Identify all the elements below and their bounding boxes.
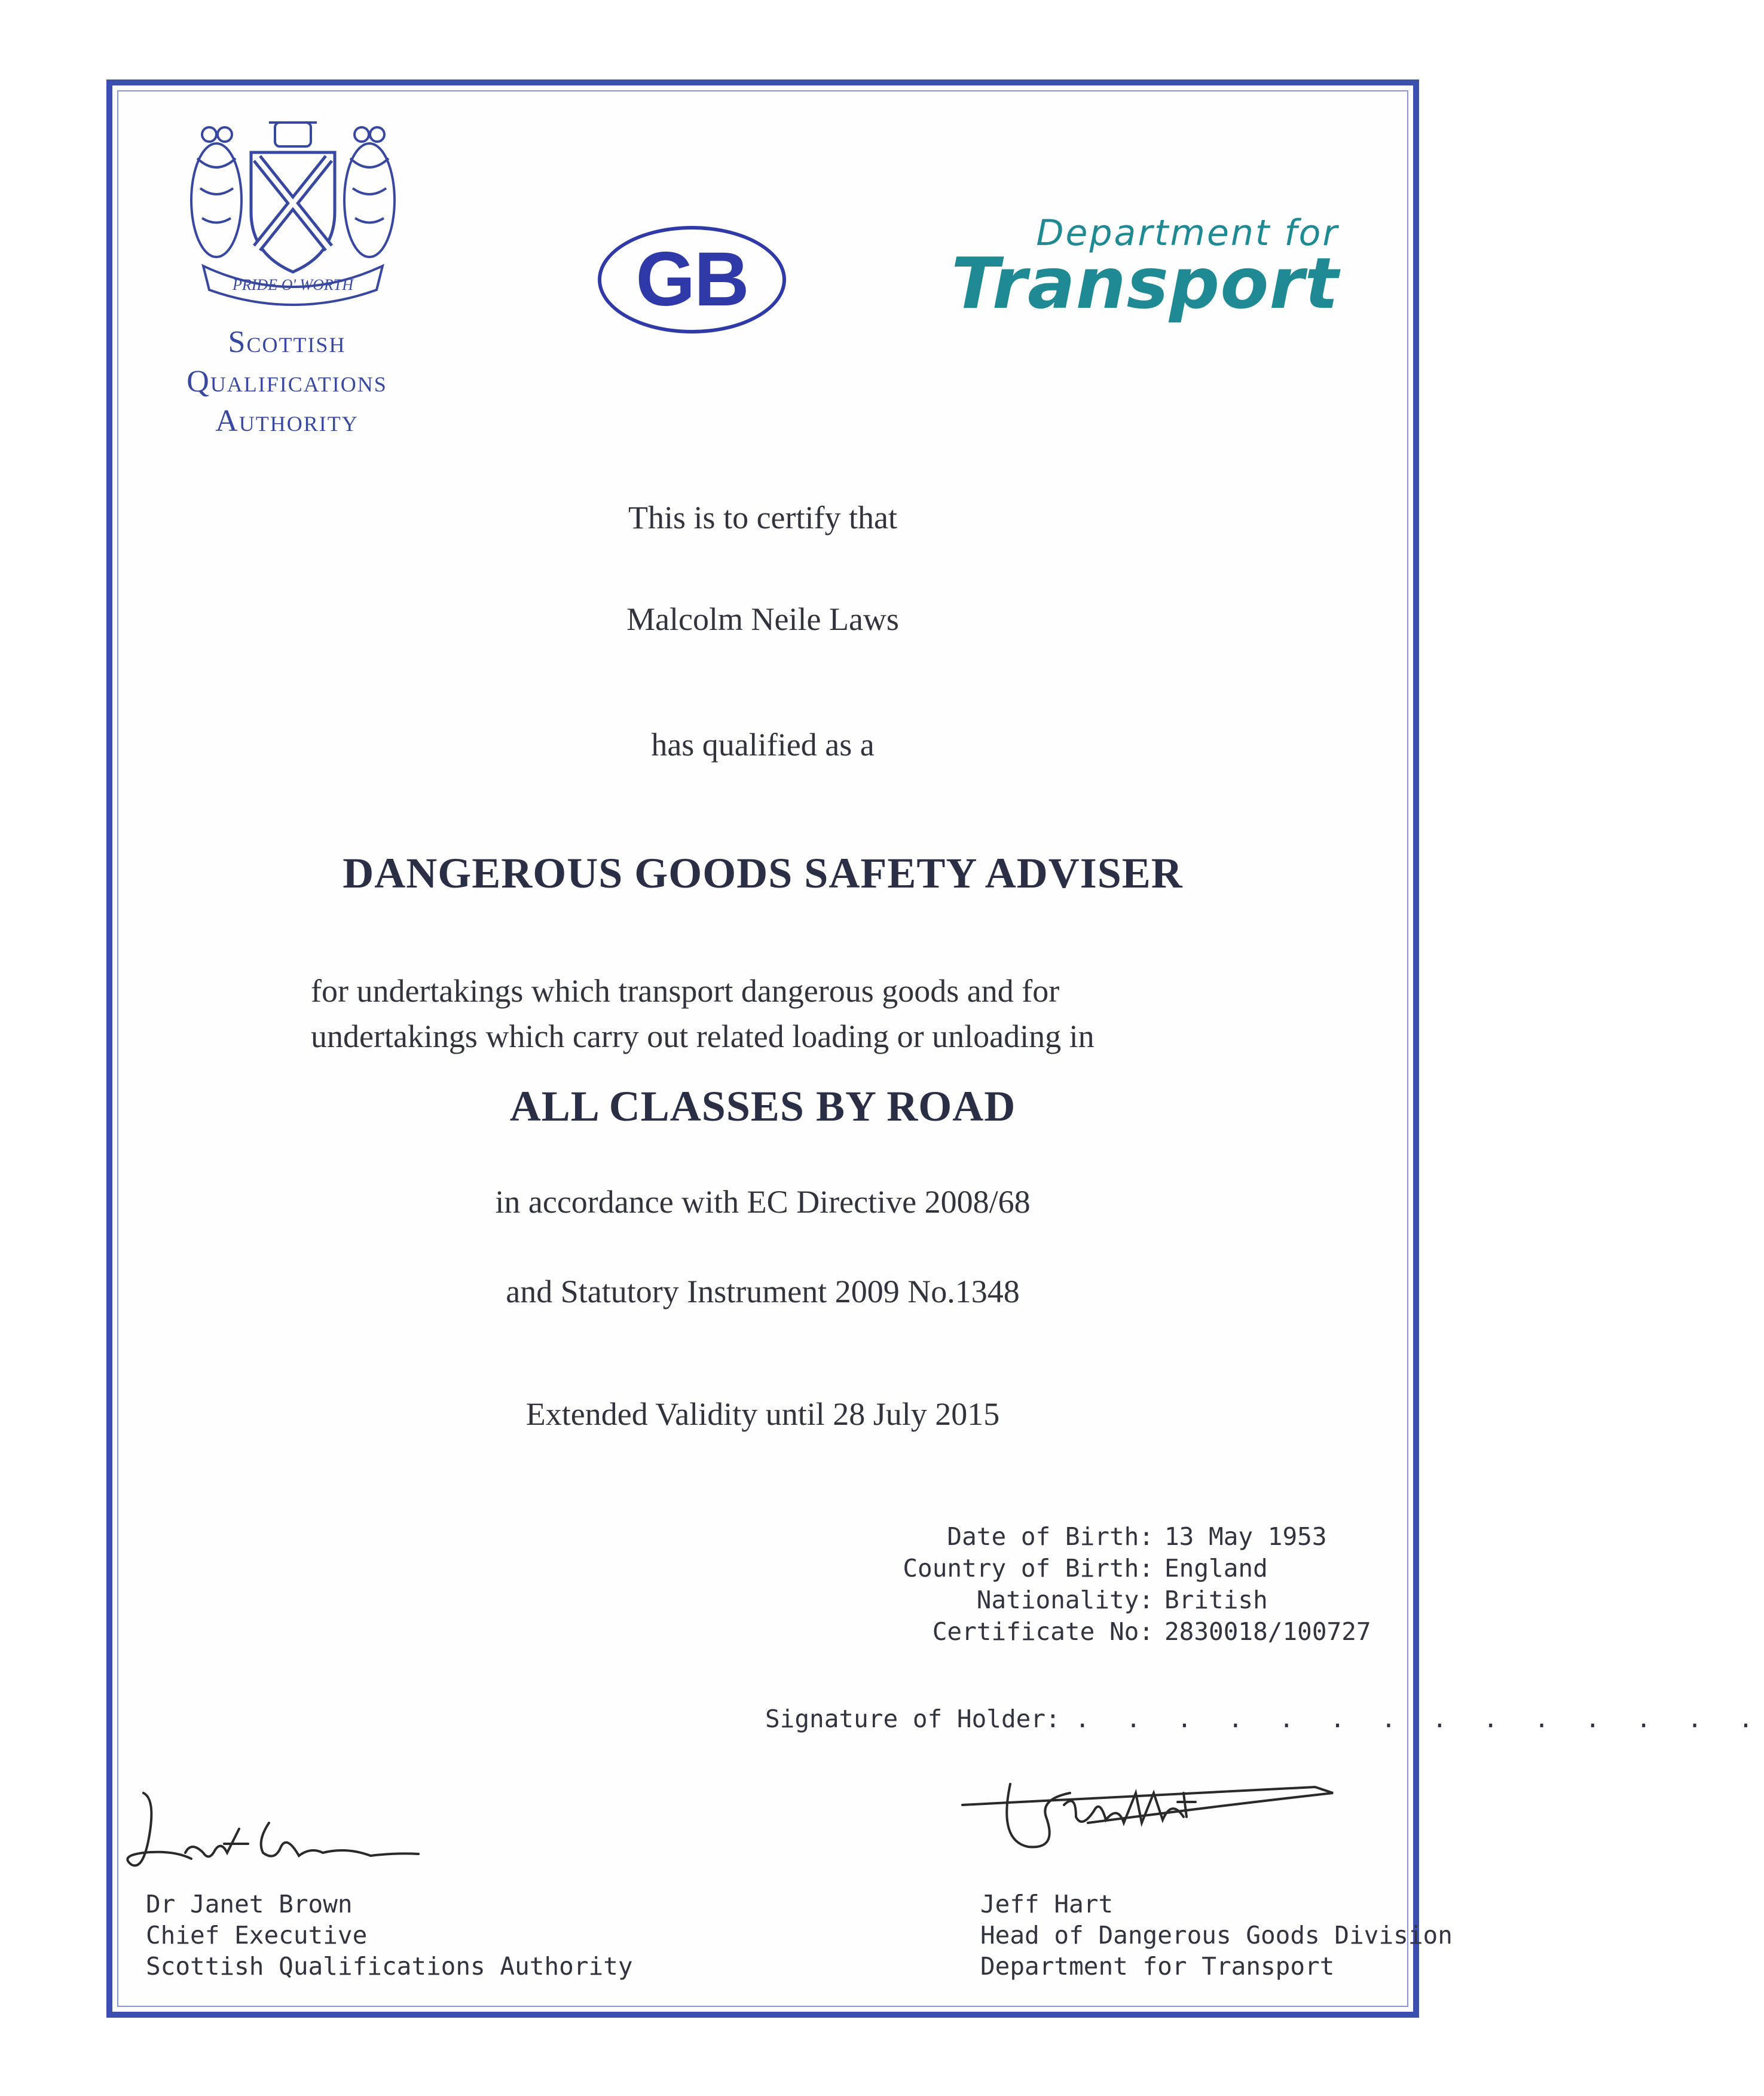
validity-text: Extended Validity until 28 July 2015 xyxy=(525,1396,1000,1432)
undertakings-line: for undertakings which transport dangerous goods and for xyxy=(311,973,1060,1009)
detail-value: England xyxy=(1164,1554,1268,1583)
detail-row xyxy=(897,1553,1371,1584)
signatory-left xyxy=(146,1889,633,1982)
gb-text: GB xyxy=(635,237,748,322)
sqa-name xyxy=(137,323,436,441)
signatory-role: Head of Dangerous Goods Division xyxy=(980,1921,1453,1950)
holder-signature-line xyxy=(765,1705,1764,1733)
qualification-title: DANGEROUS GOODS SAFETY ADVISER xyxy=(343,849,1183,897)
dft-logo-line2: Transport xyxy=(951,242,1339,325)
gb-oval-logo xyxy=(598,226,786,333)
signatory-right xyxy=(980,1889,1453,1982)
certify-intro: This is to certify that xyxy=(628,500,897,536)
detail-label: Date of Birth: xyxy=(947,1522,1154,1551)
detail-value: 2830018/100727 xyxy=(1164,1617,1371,1646)
signatory-name: Jeff Hart xyxy=(980,1890,1114,1918)
holder-signature-label: Signature of Holder: xyxy=(765,1705,1060,1733)
qualified-as: has qualified as a xyxy=(651,727,875,763)
signatory-org: Department for Transport xyxy=(980,1952,1335,1981)
undertakings-line: undertakings which carry out related loading or unloading in xyxy=(311,1018,1095,1054)
janet-brown-signature xyxy=(120,1787,430,1889)
undertakings-text xyxy=(311,968,1207,1059)
holder-signature-dots: . . . . . . . . . . . . . . xyxy=(1075,1705,1764,1733)
sqa-crest-logo xyxy=(179,111,406,308)
detail-value: British xyxy=(1164,1586,1268,1614)
detail-row xyxy=(897,1616,1371,1648)
sqa-name-line: Qualifications xyxy=(187,365,387,399)
detail-label: Country of Birth: xyxy=(903,1554,1154,1583)
jeff-hart-signature xyxy=(956,1769,1339,1871)
detail-row xyxy=(897,1584,1371,1616)
directive-text: in accordance with EC Directive 2008/68 xyxy=(495,1184,1031,1220)
detail-row xyxy=(897,1521,1371,1553)
sqa-name-line: Authority xyxy=(215,404,359,438)
sqa-name-line: Scottish xyxy=(228,325,346,359)
detail-label: Nationality: xyxy=(976,1586,1154,1614)
qualification-scope: ALL CLASSES BY ROAD xyxy=(509,1082,1016,1130)
signatory-org: Scottish Qualifications Authority xyxy=(146,1952,633,1981)
signatory-name: Dr Janet Brown xyxy=(146,1890,353,1918)
signatory-role: Chief Executive xyxy=(146,1921,368,1950)
holder-name: Malcolm Neile Laws xyxy=(626,601,899,637)
detail-value: 13 May 1953 xyxy=(1164,1522,1327,1551)
detail-label: Certificate No: xyxy=(932,1617,1154,1646)
instrument-text: and Statutory Instrument 2009 No.1348 xyxy=(506,1274,1020,1309)
holder-details xyxy=(897,1521,1371,1648)
sqa-motto: PRIDE O' WORTH xyxy=(233,276,353,293)
dft-logo-line1: Department for xyxy=(1036,212,1339,254)
